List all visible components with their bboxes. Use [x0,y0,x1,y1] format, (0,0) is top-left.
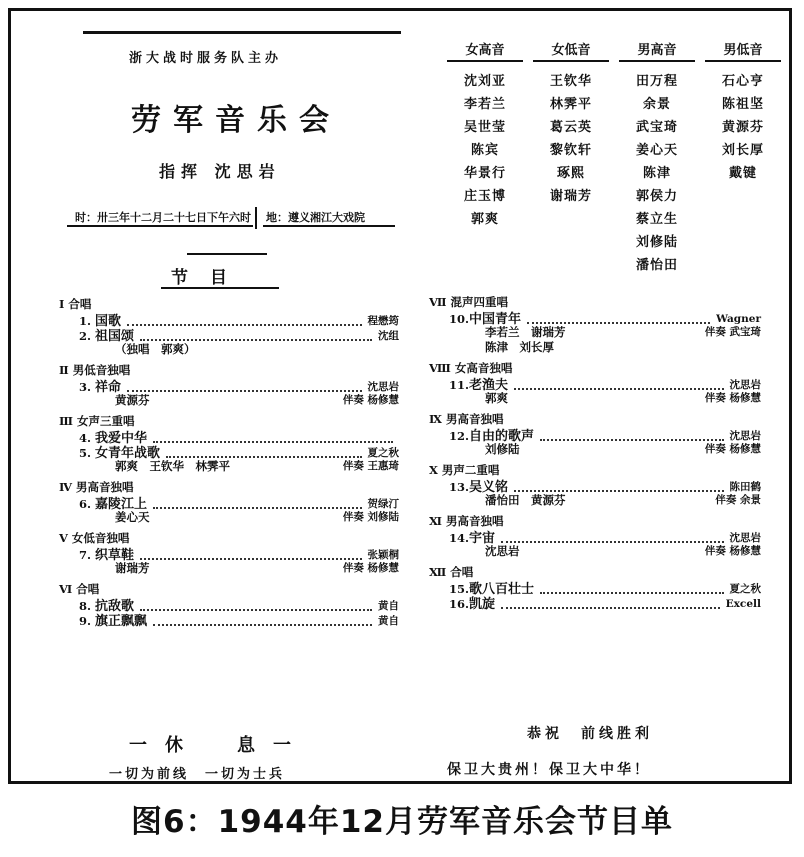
program-section [429,465,761,480]
program-item [59,314,399,329]
performer-names: 谢瑞芳 [115,561,150,575]
program-section [429,414,761,429]
item-number: 8. [79,598,92,613]
accompanist: 伴奏 武宝琦 [704,326,761,338]
voice-part-heading: 男高音 [619,39,695,62]
program-item [59,614,399,629]
member: 葛云英 [549,120,592,135]
voice-part-soprano [447,39,523,277]
item-composer: 夏之秋 [367,447,399,460]
section-label: Ⅰ 合唱 [59,297,92,311]
leader-dots [127,384,361,392]
section-label: Ⅷ 女高音独唱 [429,361,513,375]
performer-names: 刘修陆 [485,442,520,456]
item-title: 自由的歌声 [469,429,535,444]
member: 华景行 [463,166,506,181]
voice-part-heading: 女高音 [447,39,523,62]
item-number: 10. [449,311,470,326]
greeting: 恭祝 前线胜利 [527,726,653,742]
item-number: 4. [79,430,92,445]
item-composer: 贺绿汀 [367,498,399,511]
item-number: 15. [449,581,470,596]
item-number: 11. [449,377,470,392]
member: 郭爽 [470,212,499,227]
program-section [429,567,761,582]
leader-dots [501,535,723,543]
program-item [429,429,761,444]
item-number: 5. [79,445,92,460]
accompanist: 伴奏 余景 [715,494,761,506]
member: 王钦华 [549,74,592,89]
member: 蔡立生 [635,212,678,227]
item-number: 1. [79,313,92,328]
item-number: 9. [79,613,92,628]
program-section [429,363,761,378]
item-number: 6. [79,496,92,511]
program-item [59,497,399,512]
member: 林霁平 [549,97,592,112]
program-section [59,416,399,431]
item-number: 7. [79,547,92,562]
member: 刘修陆 [635,235,678,250]
voice-part-alto [533,39,609,277]
program-performers [429,393,761,408]
item-number: 14. [449,530,470,545]
performer-names: 郭爽 王钦华 林霁平 [115,459,230,473]
member: 戴键 [728,166,757,181]
item-title: 吴义铭 [469,480,509,495]
item-number: 13. [449,479,470,494]
leader-dots [140,552,361,560]
item-title: 歌八百壮士 [469,582,535,597]
program-section [59,299,399,314]
member: 潘怡田 [635,258,678,273]
section-label: Ⅶ 混声四重唱 [429,295,509,309]
place-info: 地：遵义湘江大戏院 [266,211,365,224]
item-composer: 沈组 [378,330,399,343]
program-performers [429,444,761,459]
program-item [429,597,761,612]
member: 武宝琦 [635,120,678,135]
leader-dots [153,501,361,509]
time-info: 时：卅三年十二月二十七日下午六时 [75,211,251,224]
leader-dots [153,435,393,443]
member: 郭侯力 [635,189,678,204]
program-item [59,431,399,446]
top-rule [83,31,401,34]
member: 李若兰 [463,97,506,112]
leader-dots [527,316,710,324]
leader-dots [127,318,361,326]
leader-dots [501,601,720,609]
performer-names: 李若兰 谢瑞芳 [485,325,566,339]
program-item [59,329,399,344]
item-title: 我爱中华 [95,431,148,446]
item-title: 嘉陵江上 [95,497,148,512]
program-performers [429,495,761,510]
member: 沈刘亚 [463,74,506,89]
item-number: 2. [79,328,92,343]
leader-dots [540,433,723,441]
member: 吴世莹 [463,120,506,135]
program-section [429,297,761,312]
program-item [59,599,399,614]
voice-part-bass [705,39,781,277]
section-label: Ⅵ 合唱 [59,582,100,596]
program-heading-underline [161,287,279,289]
item-composer: 沈思岩 [729,379,761,392]
section-label: Ⅲ 女声三重唱 [59,414,135,428]
item-number: 3. [79,379,92,394]
member: 庄玉博 [463,189,506,204]
program-heading: 节目 [171,268,249,288]
program-section [429,516,761,531]
voice-part-heading: 女低音 [533,39,609,62]
voice-parts-roster [447,39,781,277]
item-title: 中国青年 [469,312,522,327]
slogan-left: 一切为前线 一切为士兵 [109,767,286,782]
program-item [429,531,761,546]
program-sheet [8,8,792,784]
program-item [59,380,399,395]
program-performers [59,395,399,410]
accompanist: 伴奏 杨修慧 [342,562,399,574]
voice-part-heading: 男低音 [705,39,781,62]
item-composer: 黄自 [378,600,399,613]
concert-title: 劳军音乐会 [131,103,341,138]
performer-names: 陈津 刘长厚 [485,340,554,354]
conductor-line: 指挥 沈思岩 [159,162,281,181]
item-title: 织草鞋 [95,548,135,563]
section-label: Ⅸ 男高音独唱 [429,412,504,426]
program-list-right [429,291,761,612]
item-composer: 沈思岩 [367,381,399,394]
section-label: Ⅻ 合唱 [429,565,474,579]
item-composer: 陈田鹤 [729,481,761,494]
leader-dots [166,450,361,458]
item-title: 祥命 [95,380,122,395]
program-performers [59,563,399,578]
member: 谢瑞芳 [549,189,592,204]
leader-dots [153,618,372,626]
item-title: 祖国颂 [95,329,135,344]
program-heading-overline [187,253,267,255]
slogan-right: 保卫大贵州！保卫大中华！ [447,762,651,778]
performer-names: 黄源芬 [115,393,150,407]
item-title: 老渔夫 [469,378,509,393]
accompanist: 伴奏 杨修慧 [704,443,761,455]
member: 石心亨 [721,74,764,89]
item-composer: 夏之秋 [729,583,761,596]
info-divider [255,207,257,229]
section-label: Ⅳ 男高音独唱 [59,480,134,494]
item-title: 旗正飘飘 [95,614,148,629]
program-item [429,378,761,393]
performer-names: 沈思岩 [485,544,520,558]
item-title: 国歌 [95,314,122,329]
performer-names: （独唱 郭爽） [115,342,196,356]
item-composer: 沈思岩 [729,532,761,545]
accompanist: 伴奏 王惠琦 [342,460,399,472]
member: 陈宾 [470,143,499,158]
member: 黄源芬 [721,120,764,135]
program-performers [429,546,761,561]
item-composer: 黄自 [378,615,399,628]
program-item [429,312,761,327]
leader-dots [514,484,723,492]
voice-part-tenor [619,39,695,277]
item-composer: 张颖桐 [367,549,399,562]
section-label: Ⅹ 男声二重唱 [429,463,500,477]
item-composer: Wagner [716,313,761,326]
program-performers [429,327,761,342]
place-underline [263,225,395,227]
performer-names: 郭爽 [485,391,508,405]
intermission: 一休 息一 [129,735,309,756]
organizer-line: 浙大战时服务队主办 [129,51,283,66]
program-item [429,582,761,597]
item-composer: 沈思岩 [729,430,761,443]
leader-dots [140,333,372,341]
item-number: 16. [449,596,470,611]
accompanist: 伴奏 杨修慧 [704,545,761,557]
member: 陈津 [642,166,671,181]
member: 田万程 [635,74,678,89]
performer-names: 潘怡田 黄源芬 [485,493,566,507]
performer-names: 姜心天 [115,510,150,524]
item-number: 12. [449,428,470,443]
accompanist: 伴奏 杨修慧 [704,392,761,404]
section-label: Ⅺ 男高音独唱 [429,514,504,528]
leader-dots [514,382,723,390]
time-underline [67,225,253,227]
section-label: Ⅱ 男低音独唱 [59,363,131,377]
member: 余景 [642,97,671,112]
item-composer: Excell [725,598,761,611]
leader-dots [140,603,372,611]
program-section [59,584,399,599]
item-title: 凯旋 [469,597,496,612]
item-title: 宇宙 [469,531,496,546]
program-section [59,533,399,548]
leader-dots [540,586,723,594]
program-item [59,548,399,563]
figure-caption: 图6：1944年12月劳军音乐会节目单 [131,804,673,840]
section-label: Ⅴ 女低音独唱 [59,531,130,545]
member: 姜心天 [635,143,678,158]
program-performers [59,344,399,359]
program-list-left [59,293,399,629]
program-item [429,480,761,495]
item-composer: 程懋筠 [367,315,399,328]
program-section [59,482,399,497]
program-performers [429,342,761,357]
program-performers [59,461,399,476]
member: 刘长厚 [721,143,764,158]
program-performers [59,512,399,527]
accompanist: 伴奏 杨修慧 [342,394,399,406]
member: 黎钦轩 [549,143,592,158]
item-title: 女青年战歌 [95,446,161,461]
item-title: 抗敌歌 [95,599,135,614]
member: 陈祖坚 [721,97,764,112]
member: 琢熙 [556,166,585,181]
program-section [59,365,399,380]
accompanist: 伴奏 刘修陆 [342,511,399,523]
